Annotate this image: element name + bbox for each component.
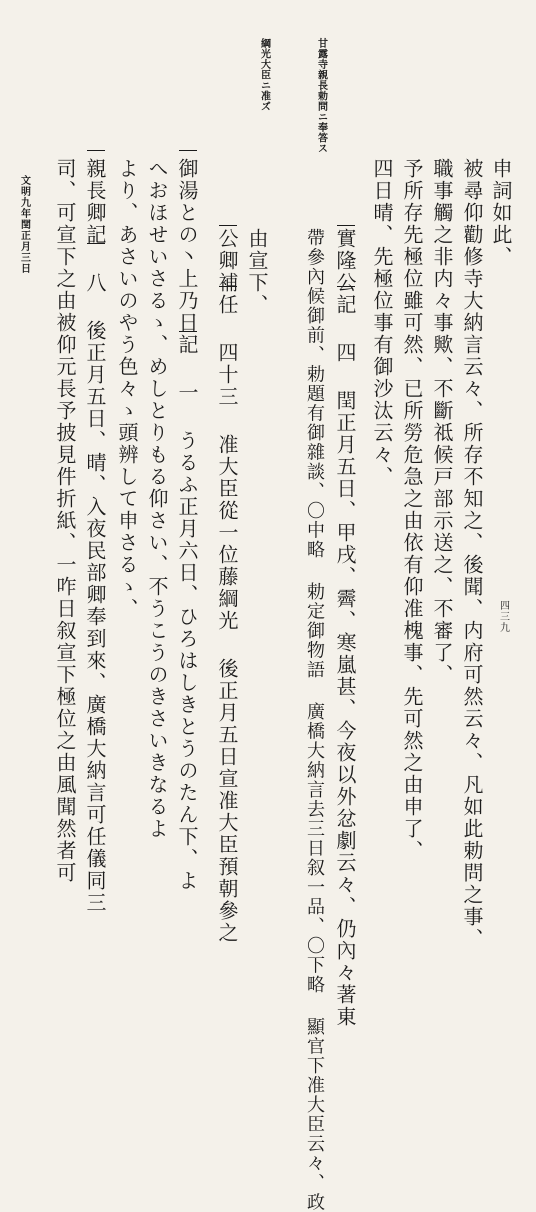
text-column: 申詞如此、 [489, 158, 513, 268]
text-column: 職事觸之非内々事歟、不斷祗候戸部示送之、不審了、 [430, 158, 454, 686]
running-header-date: 文明九年閏正月三日 [18, 175, 30, 274]
text-column: 親長卿記 八 後正月五日、晴、入夜民部卿奉到來、廣橋大納言可任儀同三 [83, 158, 107, 914]
text-column: へおほせいさるゝ、めしとりもる仰さい、不うこうのきさいきなるよ [145, 158, 169, 840]
text-column: 予所存先極位雖可然、已所勞危急之由依有仰准槐事、先可然之由申了、 [400, 158, 424, 862]
text-column: 四日晴、先極位事有御沙汰云々、 [370, 158, 394, 488]
text-column: 由宣下、 [245, 228, 269, 316]
text-column: より、あさいのやう色々ゝ頭辨して申さるゝ、 [115, 158, 139, 620]
text-column: 御湯との丶上乃日記 一 うるふ正月六日、ひろはしきとうのたん下、よ [175, 158, 199, 892]
headnote-right: 甘露寺親長勅問ニ奉答ス [315, 38, 327, 154]
text-column: 公卿補任 四十三 准大臣從一位藤綱光 後正月五日宣准大臣預朝參之 [215, 228, 239, 944]
page-number: 四三九 [497, 600, 509, 633]
headnote-left: 綱光大臣ニ准ズ [258, 38, 270, 112]
text-column: 實隆公記 四 閏正月五日、甲戌、霽、寒嵐甚、今夜以外忿劇云々、仍內々著東 [333, 228, 357, 1028]
text-column: 帶參內候御前、勅題有御雜談、〇中略 勅定御物語 廣橋大納言去三日叙一品、〇下略 顯官下准大臣云々、政 [304, 228, 325, 1212]
text-column: 司、可宣下之由被仰元長予披見件折紙、一咋日叙宣下極位之由風聞然者可 [53, 158, 77, 884]
text-column: 被尋仰勸修寺大納言云々、所存不知之、後聞、内府可然云々、凡如此勅問之事、 [460, 158, 484, 950]
